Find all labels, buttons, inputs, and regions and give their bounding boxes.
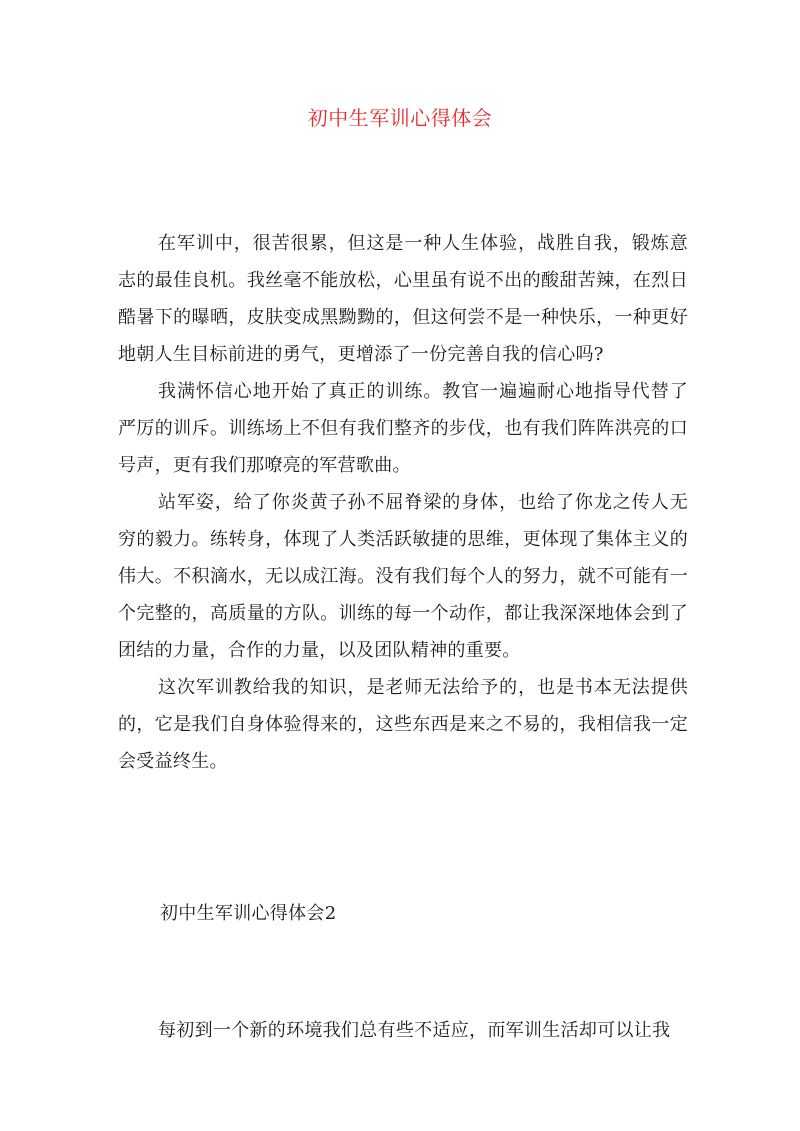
section-heading: 初中生军训心得体会2 [160,903,337,924]
paragraph-1: 在军训中，很苦很累，但这是一种人生体验，战胜自我，锻炼意志的最佳良机。我丝毫不能放松，心里虽有说不出的酸甜苦辣，在烈日酷暑下的曝晒，皮肤变成黑黝黝的，但这何尝不是一种快乐，一种更好地朝人生目标前进的勇气，更增添了一份完善自我的信心吗? [118,233,688,365]
paragraph-2: 我满怀信心地开始了真正的训练。教官一遍遍耐心地指导代替了严厉的训斥。训练场上不但有我们整齐的步伐，也有我们阵阵洪亮的口号声，更有我们那嘹亮的军营歌曲。 [118,381,688,476]
paragraph-4: 这次军训教给我的知识，是老师无法给予的，也是书本无法提供的，它是我们自身体验得来的，这些东西是来之不易的，我相信我一定会受益终生。 [118,677,688,772]
body-text [118,225,688,780]
document-title: 初中生军训心得体会 [307,106,493,130]
paragraph-3: 站军姿，给了你炎黄子孙不屈脊梁的身体，也给了你龙之传人无穷的毅力。练转身，体现了人类活跃敏捷的思维，更体现了集体主义的伟大。不积滴水，无以成江海。没有我们每个人的努力，就不可能有一个完整的，高质量的方队。训练的每一个动作，都让我深深地体会到了团结的力量，合作的力量，以及团队精神的重要。 [118,492,688,661]
paragraph-5: 每初到一个新的环境我们总有些不适应，而军训生活却可以让我 [158,1020,671,1041]
